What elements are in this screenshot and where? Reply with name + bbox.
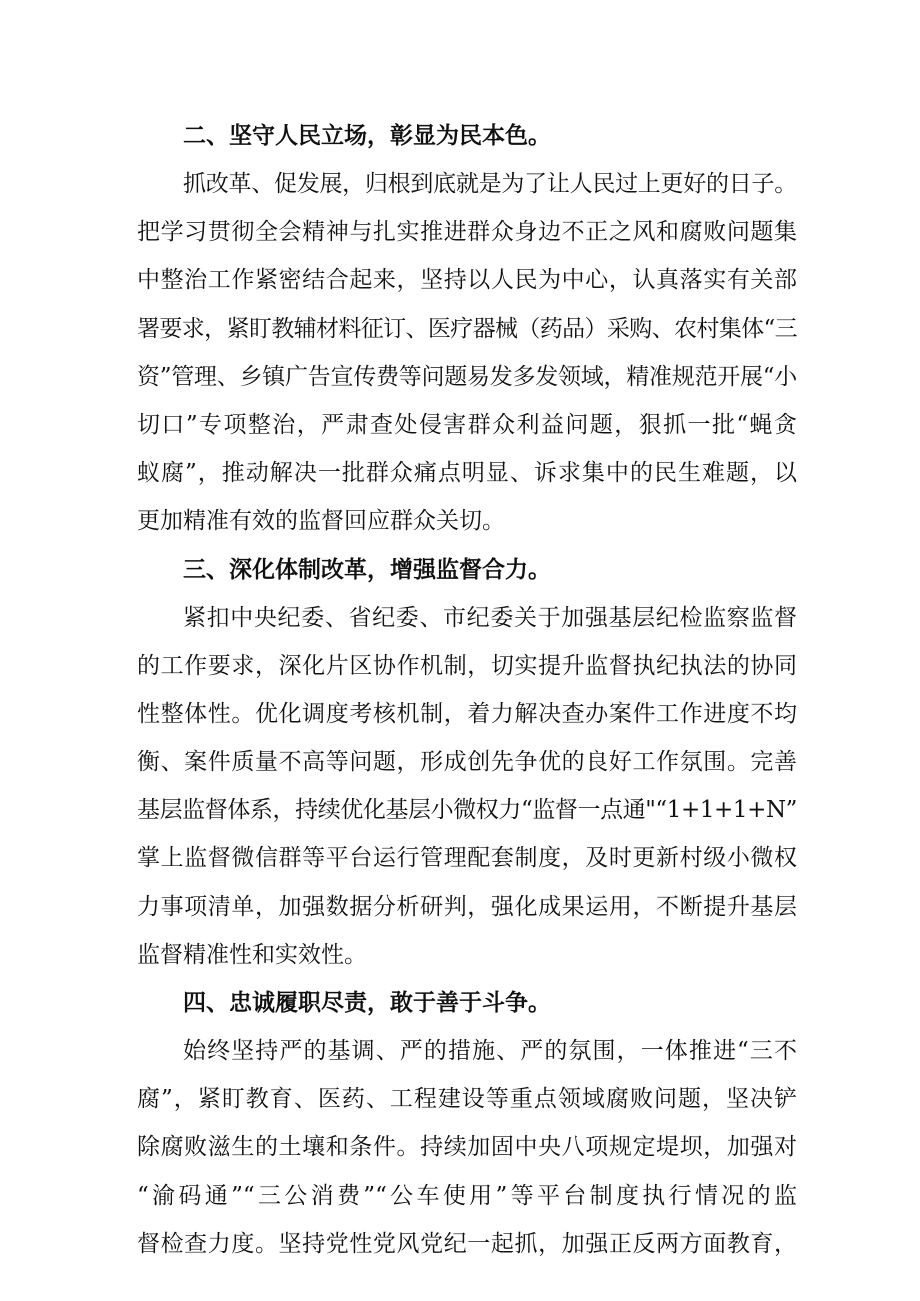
section-three bbox=[137, 546, 797, 980]
section-heading: 二、坚守人民立场，彰显为民本色。 bbox=[183, 123, 551, 149]
paragraph-line: 资”管理、乡镇广告宣传费等问题易发多发领域，精准规范开展“小 bbox=[137, 363, 798, 390]
paragraph-line: 切口”专项整治，严肃查处侵害群众利益问题，狠抓一批“蝇贪 bbox=[137, 411, 797, 438]
section-paragraph bbox=[137, 594, 797, 980]
paragraph-line: 除腐败滋生的土壤和条件。持续加固中央八项规定堤坝，加强对 bbox=[137, 1134, 797, 1161]
paragraph-line: 监督精准性和实效性。 bbox=[137, 941, 367, 968]
paragraph-line: 蚁腐”，推动解决一批群众痛点明显、诉求集中的民生难题，以 bbox=[137, 460, 797, 487]
document-body bbox=[137, 112, 797, 1268]
section-four bbox=[137, 979, 797, 1268]
section-heading: 四、忠诚履职尽责，敢于善于斗争。 bbox=[183, 990, 551, 1016]
paragraph-line: “渝码通”“三公消费”“公车使用”等平台制度执行情况的监 bbox=[137, 1182, 797, 1209]
paragraph-line: 更加精准有效的监督回应群众关切。 bbox=[137, 508, 505, 535]
paragraph-line: 衡、案件质量不高等问题，形成创先争优的良好工作氛围。完善 bbox=[137, 749, 797, 776]
paragraph-line: 督检查力度。坚持党性党风党纪一起抓，加强正反两方面教育， bbox=[137, 1230, 797, 1257]
section-two bbox=[137, 112, 797, 546]
paragraph-line: 的工作要求，深化片区协作机制，切实提升监督执纪执法的协同 bbox=[137, 652, 797, 679]
paragraph-line: 把学习贯彻全会精神与扎实推进群众身边不正之风和腐败问题集 bbox=[137, 219, 797, 246]
section-paragraph bbox=[137, 1027, 797, 1268]
section-paragraph bbox=[137, 160, 797, 546]
paragraph-line: 紧扣中央纪委、省纪委、市纪委关于加强基层纪检监察监督 bbox=[183, 604, 797, 631]
section-heading: 三、深化体制改革，增强监督合力。 bbox=[183, 556, 551, 583]
paragraph-line: 掌上监督微信群等平台运行管理配套制度，及时更新村级小微权 bbox=[137, 845, 797, 872]
paragraph-line: 中整治工作紧密结合起来，坚持以人民为中心，认真落实有关部 bbox=[137, 267, 797, 294]
paragraph-line: 署要求，紧盯教辅材料征订、医疗器械（药品）采购、农村集体“三 bbox=[137, 315, 797, 342]
paragraph-line: 抓改革、促发展，归根到底就是为了让人民过上更好的日子。 bbox=[183, 171, 797, 197]
paragraph-line: 力事项清单，加强数据分析研判，强化成果运用，不断提升基层 bbox=[137, 893, 797, 920]
paragraph-line: 腐”，紧盯教育、医药、工程建设等重点领域腐败问题，坚决铲 bbox=[137, 1086, 797, 1113]
paragraph-line: 基层监督体系，持续优化基层小微权力“监督一点通"“1+1+1+N” bbox=[137, 797, 797, 824]
paragraph-line: 始终坚持严的基调、严的措施、严的氛围，一体推进“三不 bbox=[183, 1038, 797, 1064]
paragraph-line: 性整体性。优化调度考核机制，着力解决查办案件工作进度不均 bbox=[137, 700, 797, 727]
